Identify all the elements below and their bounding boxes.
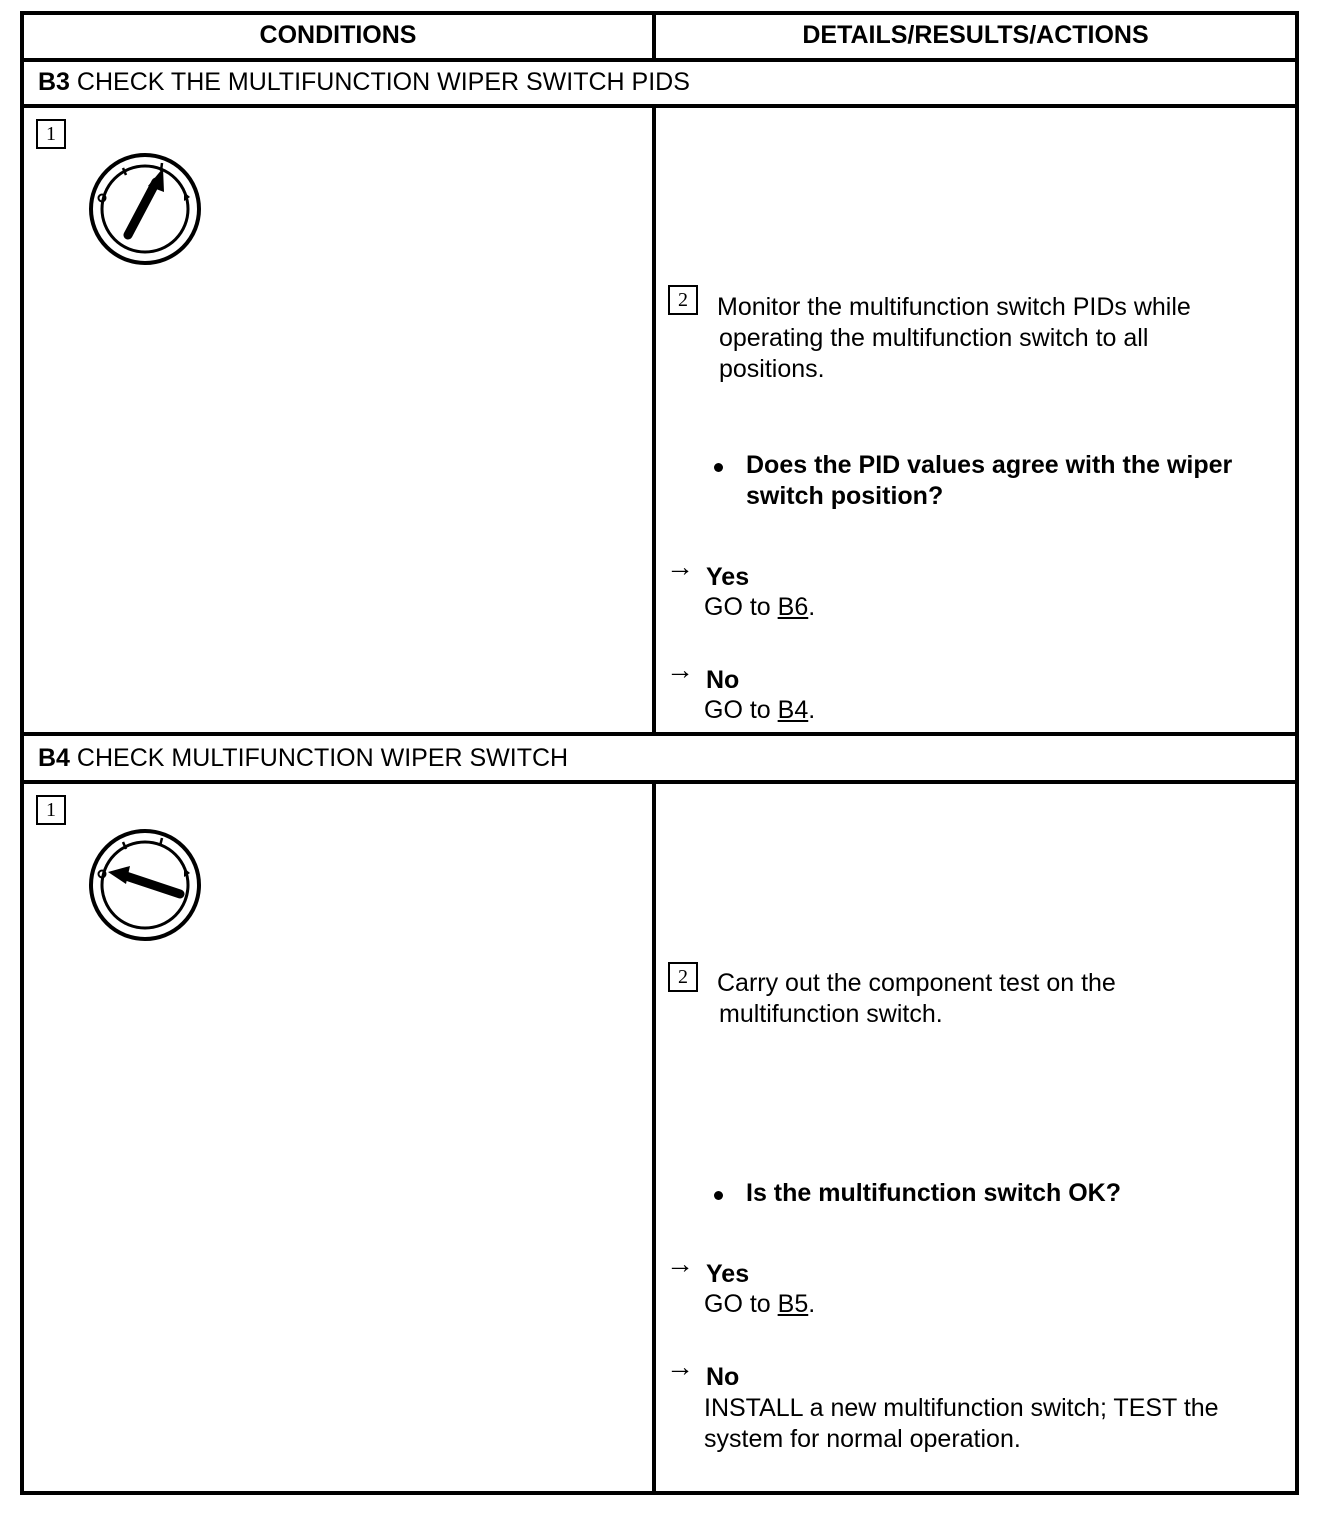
ignition-switch-on-icon [88, 152, 202, 266]
header-details: DETAILS/RESULTS/ACTIONS [802, 21, 1149, 49]
header-bottom-border [20, 58, 1299, 62]
b3-question-line1: Does the PID values agree with the wiper [746, 451, 1233, 479]
b3-yes-action [704, 592, 815, 623]
table-top-border [20, 11, 1299, 15]
b4-section-title [38, 744, 568, 773]
b3-section-title [38, 68, 690, 97]
b4-yes-label: Yes [706, 1260, 750, 1288]
b4-no-action-line1: INSTALL a new multifunction switch; TEST the [704, 1394, 1219, 1422]
b3-step-title: CHECK THE MULTIFUNCTION WIPER SWITCH PIDS [76, 68, 690, 96]
b3-question-bullet [714, 463, 723, 472]
b4-step1-box: 1 [36, 795, 66, 825]
b4-yes-action [704, 1289, 815, 1320]
b4-step-title: CHECK MULTIFUNCTION WIPER SWITCH [76, 744, 569, 772]
b3-question-line2: switch position? [746, 482, 944, 510]
b4-step2-box: 2 [668, 962, 698, 992]
b3-yes-link-b6[interactable]: B6 [777, 593, 809, 621]
b3-column-divider [652, 104, 656, 736]
b4-yes-action-suffix: . [808, 1290, 816, 1318]
b4-question-bullet [714, 1191, 723, 1200]
b4-no-label: No [706, 1363, 740, 1391]
b3-title-bottom-border [20, 104, 1299, 108]
b4-no-action-line2: system for normal operation. [704, 1425, 1021, 1453]
b3-body-bottom-border [20, 732, 1299, 736]
b3-no-arrow-icon: → [666, 654, 694, 685]
b4-instruction-line2: multifunction switch. [719, 1000, 943, 1028]
table-left-border [20, 11, 24, 1495]
b4-no-arrow-icon: → [666, 1351, 694, 1382]
b4-column-divider [652, 780, 656, 1495]
b3-instruction-line3: positions. [719, 355, 825, 383]
b4-yes-link-b5[interactable]: B5 [777, 1290, 809, 1318]
b4-question-line1: Is the multifunction switch OK? [746, 1179, 1121, 1207]
b4-yes-action-prefix: GO to [704, 1290, 778, 1318]
b3-yes-arrow-icon: → [666, 551, 694, 582]
header-conditions: CONDITIONS [259, 21, 417, 49]
b3-no-action-suffix: . [808, 696, 816, 724]
b3-step-code: B3 [38, 68, 70, 96]
table-right-border [1295, 11, 1299, 1495]
b3-instruction-line2: operating the multifunction switch to all [719, 324, 1149, 352]
b3-yes-action-suffix: . [808, 593, 816, 621]
b3-step1-box: 1 [36, 119, 66, 149]
b3-no-link-b4[interactable]: B4 [777, 696, 809, 724]
b3-step2-box: 2 [668, 285, 698, 315]
b4-step-code: B4 [38, 744, 70, 772]
b3-no-action [704, 695, 815, 726]
b3-instruction-line1: Monitor the multifunction switch PIDs while [717, 293, 1191, 321]
b3-no-label: No [706, 666, 740, 694]
b4-instruction-line1: Carry out the component test on the [717, 969, 1116, 997]
b3-yes-action-prefix: GO to [704, 593, 778, 621]
b3-no-action-prefix: GO to [704, 696, 778, 724]
b4-yes-arrow-icon: → [666, 1248, 694, 1279]
b3-yes-label: Yes [706, 563, 750, 591]
ignition-switch-off-icon [88, 828, 202, 942]
b4-title-bottom-border [20, 780, 1299, 784]
table-bottom-border [20, 1491, 1299, 1495]
